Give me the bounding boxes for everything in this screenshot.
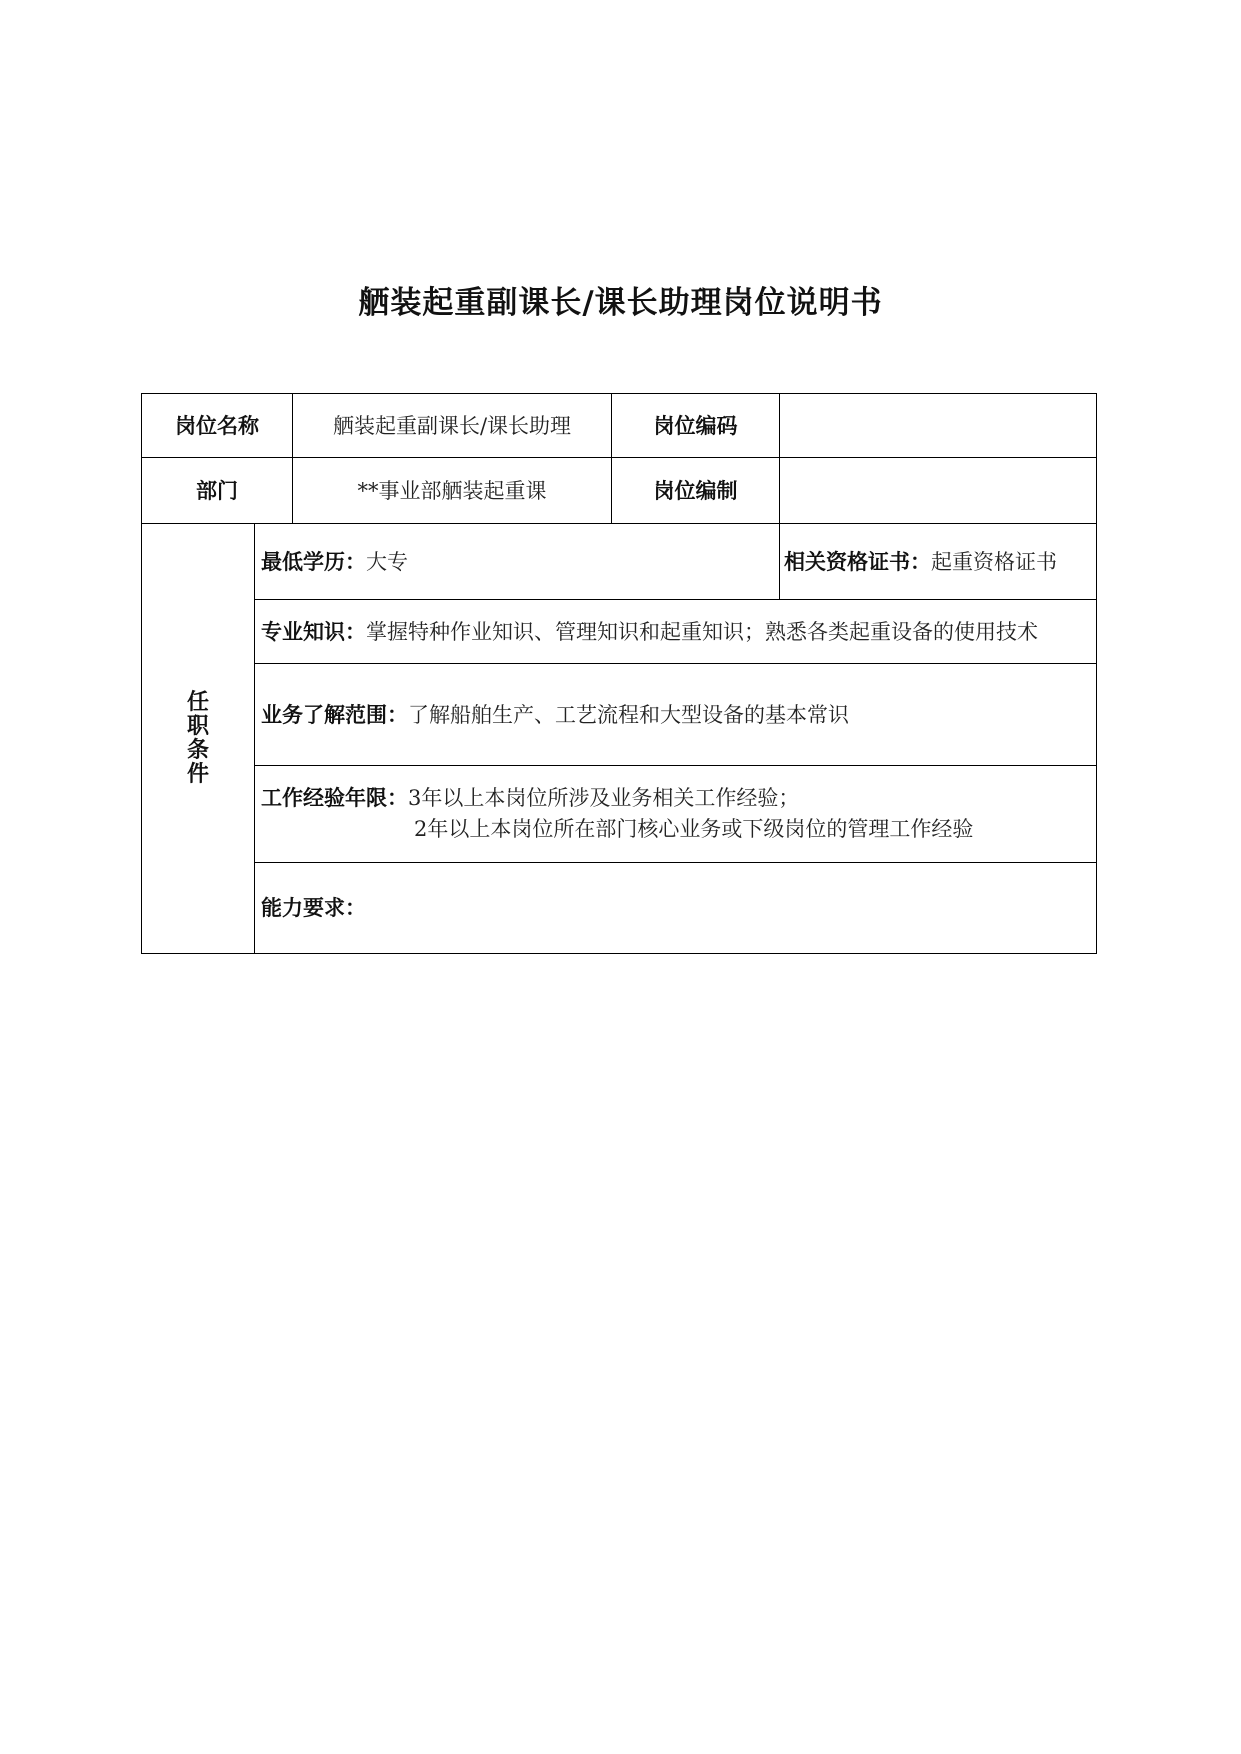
- qualification-label: 相关资格证书：: [784, 549, 931, 574]
- ability-cell: [255, 863, 1096, 953]
- post-code-value: [780, 394, 1096, 457]
- business-label: 业务了解范围：: [261, 702, 408, 727]
- post-name-label: 岗位名称: [175, 413, 259, 438]
- knowledge-cell: [255, 600, 1096, 663]
- post-name-value: 舾装起重副课长/课长助理: [332, 413, 572, 438]
- experience-line-1: 3年以上本岗位所涉及业务相关工作经验；: [408, 786, 800, 810]
- business-value: 了解船舶生产、工艺流程和大型设备的基本常识: [408, 702, 849, 727]
- section-char: 条: [186, 738, 209, 763]
- qualification-cell: [780, 524, 1096, 599]
- section-char: 任: [186, 690, 209, 715]
- requirements-section-label: [142, 524, 254, 954]
- row-divider: [254, 765, 1096, 766]
- department-label: 部门: [196, 478, 238, 503]
- page-title: 舾装起重副课长/课长助理岗位说明书: [358, 285, 883, 321]
- education-cell: [255, 524, 779, 599]
- education-label: 最低学历：: [261, 549, 366, 574]
- business-cell: [255, 664, 1096, 765]
- section-char: 职: [186, 714, 209, 739]
- education-value: 大专: [366, 549, 408, 574]
- post-quota-value: [780, 458, 1096, 523]
- department-value: **事业部舾装起重课: [357, 478, 547, 503]
- job-description-table: [141, 393, 1097, 954]
- qualification-value: 起重资格证书: [931, 549, 1057, 574]
- experience-label: 工作经验年限：: [261, 786, 408, 810]
- section-char: 件: [186, 762, 209, 787]
- experience-cell: [261, 783, 799, 814]
- post-quota-label: 岗位编制: [653, 478, 738, 503]
- experience-line-2: 2年以上本岗位所在部门核心业务或下级岗位的管理工作经验: [414, 817, 974, 841]
- ability-label: 能力要求：: [261, 896, 366, 920]
- knowledge-label: 专业知识：: [261, 619, 366, 644]
- knowledge-value: 掌握特种作业知识、管理知识和起重知识；熟悉各类起重设备的使用技术: [366, 619, 1038, 644]
- post-code-label: 岗位编码: [653, 413, 738, 438]
